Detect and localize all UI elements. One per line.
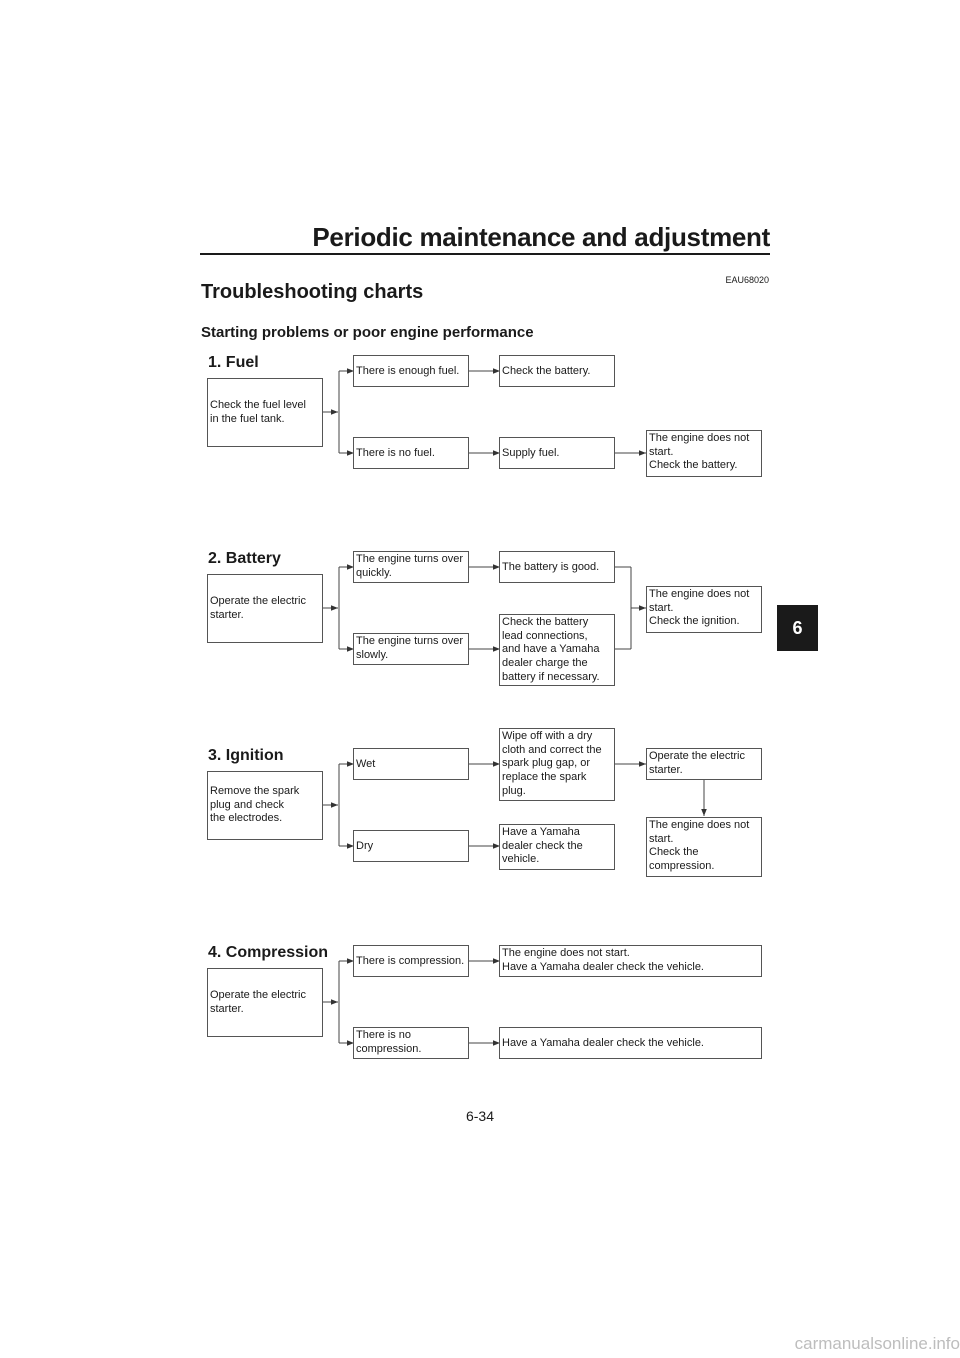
battery-start-box: Operate the electric starter. bbox=[207, 574, 323, 643]
ignition-yes-box: Wet bbox=[353, 748, 469, 780]
sub-title: Starting problems or poor engine performance bbox=[201, 324, 534, 341]
fuel-yes-box: There is enough fuel. bbox=[353, 355, 469, 387]
fuel-start-box: Check the fuel level in the fuel tank. bbox=[207, 378, 323, 447]
fuel-no-box: There is no fuel. bbox=[353, 437, 469, 469]
watermark: carmanualsonline.info bbox=[794, 1334, 960, 1353]
ignition-next-box: Operate the electric starter. bbox=[646, 748, 762, 780]
compression-no-box: There is no compression. bbox=[353, 1027, 469, 1059]
compression-yes-result-box: The engine does not start. Have a Yamaha dealer check the vehicle. bbox=[499, 945, 762, 977]
ignition-yes-result-box: Wipe off with a dry cloth and correct the spark plug gap, or replace the spark plug. bbox=[499, 728, 615, 801]
battery-final-box: The engine does not start. Check the ignition. bbox=[646, 586, 762, 633]
chapter-tab: 6 bbox=[777, 605, 818, 651]
compression-yes-box: There is compression. bbox=[353, 945, 469, 977]
ignition-no-result-box: Have a Yamaha dealer check the vehicle. bbox=[499, 824, 615, 870]
fuel-no-result-box: Supply fuel. bbox=[499, 437, 615, 469]
compression-chart-title: 4. Compression bbox=[208, 944, 329, 961]
battery-no-result-box: Check the battery lead connections, and have a Yamaha dealer charge the battery if necessary. bbox=[499, 614, 615, 686]
page-title: Periodic maintenance and adjustment bbox=[312, 222, 770, 252]
fuel-final-box: The engine does not start. Check the battery. bbox=[646, 430, 762, 477]
battery-yes-box: The engine turns over quickly. bbox=[353, 551, 469, 583]
compression-no-result-box: Have a Yamaha dealer check the vehicle. bbox=[499, 1027, 762, 1059]
ignition-final-box: The engine does not start. Check the compression. bbox=[646, 817, 762, 877]
section-title: Troubleshooting charts bbox=[201, 281, 424, 303]
document-code: EAU68020 bbox=[725, 275, 769, 285]
battery-chart-title: 2. Battery bbox=[208, 550, 281, 567]
fuel-chart-title: 1. Fuel bbox=[208, 354, 259, 371]
ignition-no-box: Dry bbox=[353, 830, 469, 862]
compression-start-box: Operate the electric starter. bbox=[207, 968, 323, 1037]
ignition-start-box: Remove the spark plug and check the electrodes. bbox=[207, 771, 323, 840]
ignition-chart-title: 3. Ignition bbox=[208, 747, 284, 764]
fuel-yes-result-box: Check the battery. bbox=[499, 355, 615, 387]
page-number: 6-34 bbox=[465, 1108, 495, 1124]
battery-yes-result-box: The battery is good. bbox=[499, 551, 615, 583]
battery-no-box: The engine turns over slowly. bbox=[353, 633, 469, 665]
